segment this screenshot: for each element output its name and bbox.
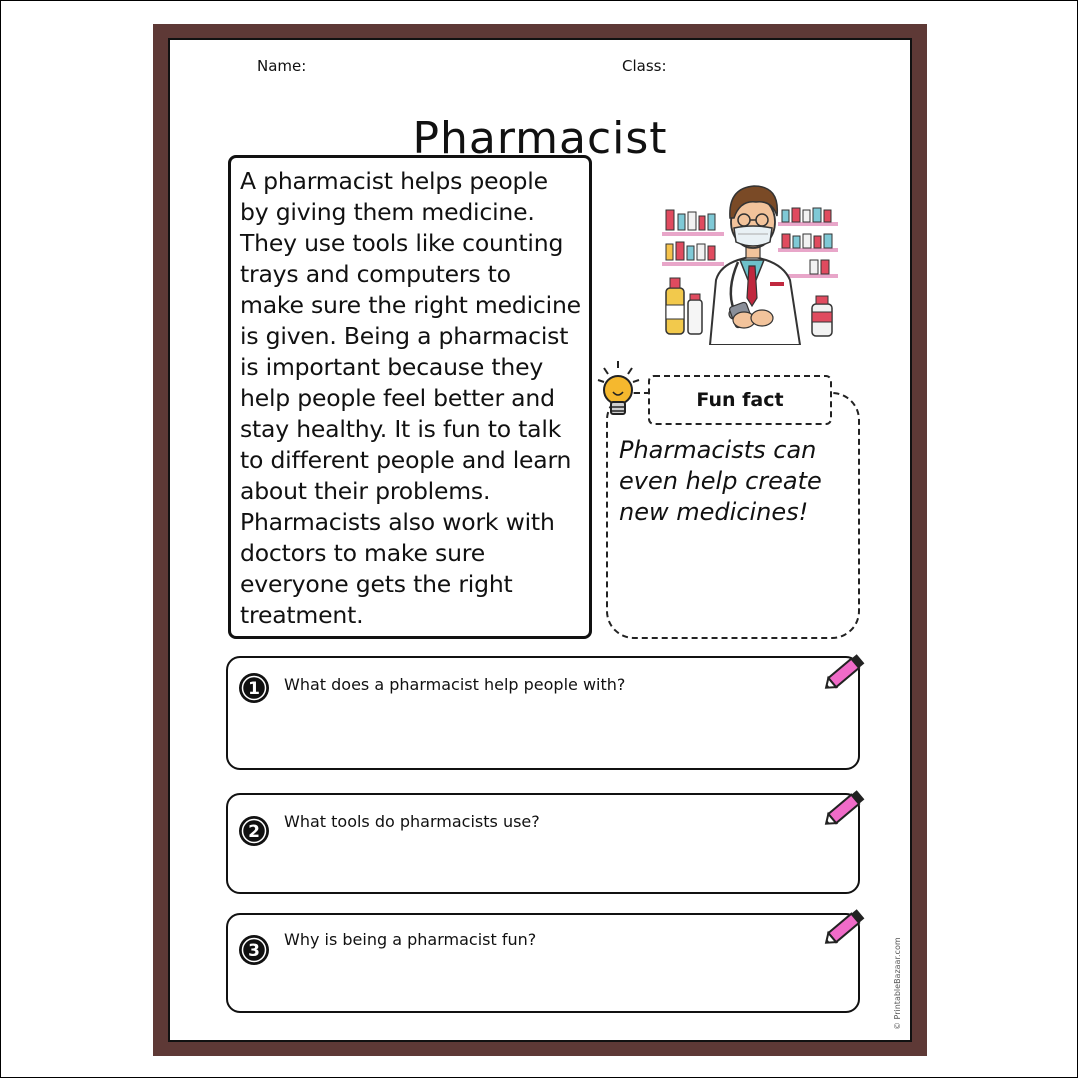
number-badge-icon	[237, 933, 271, 967]
pencil-icon	[820, 903, 872, 949]
number-badge-icon	[237, 671, 271, 705]
answer-box-2[interactable]	[226, 793, 860, 894]
class-label: Class:	[622, 57, 667, 75]
pencil-icon	[820, 784, 872, 830]
name-label: Name:	[257, 57, 307, 75]
question-number: 1	[248, 679, 260, 699]
fun-fact-text: Pharmacists can even help create new medicines!	[619, 436, 822, 526]
answer-box-1[interactable]	[226, 656, 860, 770]
copyright-watermark: © PrintableBazaar.com	[893, 937, 902, 1030]
fun-fact-heading: Fun fact	[648, 375, 832, 425]
pencil-icon	[820, 648, 872, 694]
reading-passage-text: A pharmacist helps people by giving them medicine. They use tools like counting trays and computers to make sure the right medicine is given. Being a pharmacist is important because they help people feel better and stay healthy. It is fun to talk to different people and learn about their problems. Pharmacists also work with doctors to make sure everyone gets the right treatment.	[240, 167, 581, 629]
question-text: What tools do pharmacists use?	[284, 812, 540, 831]
question-text: Why is being a pharmacist fun?	[284, 930, 537, 949]
page-title: Pharmacist	[412, 113, 668, 165]
question-number: 2	[248, 822, 260, 842]
question-number: 3	[248, 941, 260, 961]
lightbulb-icon	[594, 358, 644, 424]
pharmacist-illustration	[660, 170, 840, 345]
number-badge-icon	[237, 814, 271, 848]
reading-passage-box	[228, 155, 592, 639]
question-text: What does a pharmacist help people with?	[284, 675, 626, 694]
answer-box-3[interactable]	[226, 913, 860, 1013]
